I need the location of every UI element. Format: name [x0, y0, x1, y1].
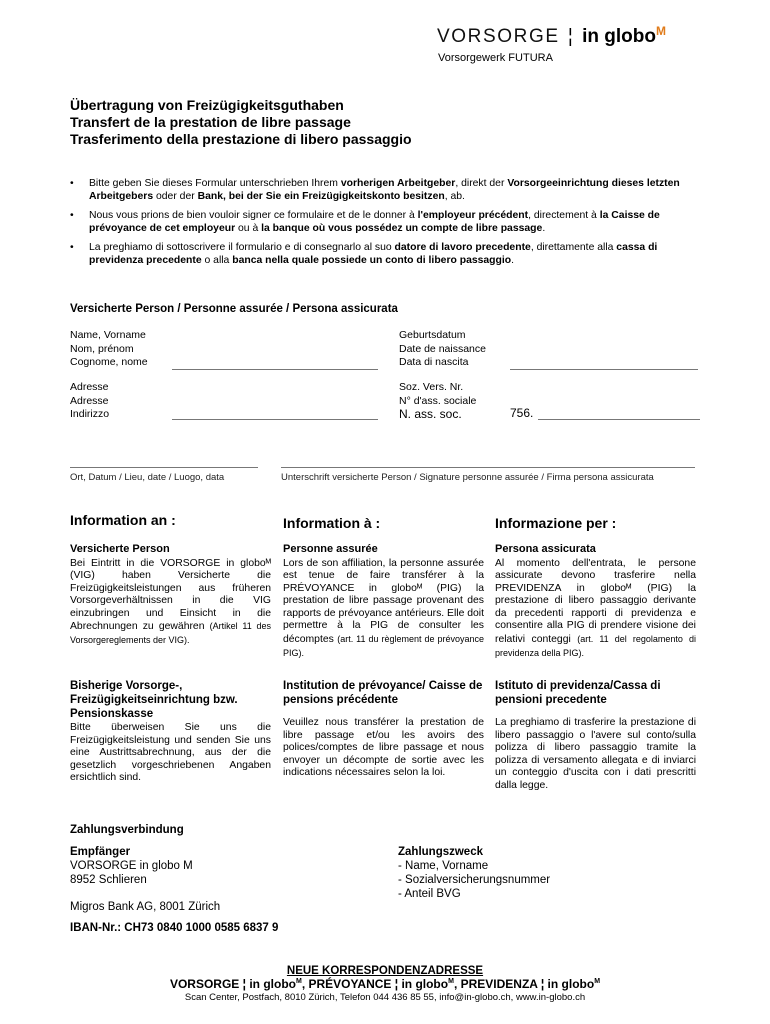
- address-field[interactable]: [172, 418, 378, 420]
- info-institution-de-text: Bitte überweisen Sie uns die Freizügigkeitsleistung und senden Sie uns eine Austrittsabrechnung, aus der die gesetzlich vorgeschriebenen Angaben ersichtlich sind.: [70, 722, 271, 784]
- signature-line[interactable]: [281, 466, 695, 468]
- instruction-segment: Bitte geben Sie dieses Formular unterschrieben Ihrem: [89, 178, 341, 189]
- info-insured-it-text: Al momento dell'entrata, le persone assicurate devono trasferire nella PREVIDENZA in globoᴹ (PIG) la prestazione di libero passaggio derivante da precedenti rapporti di previdenza e consentire alla PIG di prendere visione dei relativi conteggi: [495, 557, 696, 646]
- footer-brand-2: PRÉVOYANCE ¦ in globo: [308, 977, 449, 991]
- instruction-segment: datore di lavoro precedente: [394, 242, 531, 253]
- ssn-labels: [399, 381, 476, 422]
- name-label-it: Cognome, nome: [70, 356, 148, 368]
- instruction-segment: o alla: [201, 255, 233, 266]
- name-label-de: Name, Vorname: [70, 329, 146, 341]
- instruction-segment: , direkt der: [455, 178, 508, 189]
- title-de: Übertragung von Freizügigkeitsguthaben: [70, 97, 344, 113]
- brand-logo: [437, 26, 667, 48]
- birth-labels: [399, 329, 486, 370]
- footer-brand-3-mark: M: [594, 978, 601, 985]
- info-institution-de: [70, 679, 271, 785]
- instruction-segment: la Caisse de prévoyance de cet employeur: [89, 210, 660, 234]
- purpose-line-3: - Anteil BVG: [398, 888, 461, 900]
- info-insured-it-title: Persona assicurata: [495, 543, 596, 555]
- instruction-segment: oder der: [153, 191, 198, 202]
- info-heading-fr: Information à :: [283, 515, 381, 531]
- footer-brand-1-mark: M: [295, 978, 302, 985]
- address-label-de: Adresse: [70, 381, 109, 393]
- instruction-segment: ou à: [235, 223, 262, 234]
- address-labels: [70, 381, 109, 422]
- info-insured-de: [70, 543, 271, 648]
- info-insured-fr-title: Personne assurée: [283, 543, 378, 555]
- instruction-segment: .: [511, 255, 514, 266]
- birth-label-de: Geburtsdatum: [399, 329, 466, 341]
- info-insured-fr: [283, 543, 484, 660]
- instruction-segment: .: [542, 223, 546, 234]
- info-institution-fr: [283, 679, 484, 780]
- ssn-label-fr: N° d'ass. sociale: [399, 394, 477, 407]
- instruction-segment: vorherigen Arbeitgeber: [340, 178, 456, 189]
- iban: IBAN-Nr.: CH73 0840 1000 0585 6837 9: [70, 922, 279, 934]
- name-field[interactable]: [172, 368, 378, 370]
- logo-subtitle: Vorsorgewerk FUTURA: [438, 52, 553, 64]
- ssn-prefix: 756.: [510, 406, 534, 420]
- info-insured-it-note: (art. 11 del regolamento di previdenza della PIG).: [495, 634, 696, 658]
- birth-label-it: Data di nascita: [399, 356, 469, 368]
- info-insured-de-text: Bei Eintritt in die VORSORGE in globoᴹ (VIG) haben Versicherte die Freizügigkeitsleistungen aus früheren Vorsorgeverhältnissen in die VIG einzubringen und Einsicht in die Abrechnungen zu gewähren: [70, 557, 271, 633]
- payment-heading: Zahlungsverbindung: [70, 824, 184, 836]
- info-insured-de-title: Versicherte Person: [70, 543, 170, 555]
- footer-brand-3: PREVIDENZA ¦ in globo: [460, 977, 595, 991]
- instruction-segment: l'employeur précédent: [417, 210, 529, 221]
- footer-heading: NEUE KORRESPONDENZADRESSE: [286, 965, 484, 977]
- instruction-segment: Bank, bei der Sie ein Freizügigkeitskonto besitzen: [197, 191, 445, 202]
- payment-purpose: [398, 845, 550, 901]
- info-institution-fr-text: Veuillez nous transférer la prestation de libre passage et/ou les avoirs des polices/comptes de libre passage et nous envoyer un décompte de sortie avec les indications nécessaires selon la loi.: [283, 717, 484, 779]
- instruction-segment: Vorsorgeeinrichtung dieses letzten Arbeitgebers: [89, 178, 680, 202]
- title-it: Trasferimento della prestazione di libero passaggio: [70, 131, 412, 147]
- recipient-label: Empfänger: [70, 846, 131, 858]
- address-label-fr: Adresse: [70, 394, 109, 407]
- name-labels: [70, 329, 148, 370]
- signature-label: Unterschrift versicherte Person / Signature personne assurée / Firma persona assicurata: [281, 472, 654, 483]
- info-insured-de-note: (Artikel 11 des Vorsorgereglements der VIG).: [70, 621, 272, 646]
- purpose-line-1: - Name, Vorname: [398, 860, 489, 872]
- footer-brand-1: VORSORGE ¦ in globo: [169, 977, 296, 991]
- purpose-line-2: - Sozialversicherungsnummer: [398, 874, 551, 886]
- title-fr: Transfert de la prestation de libre passage: [70, 114, 351, 130]
- info-heading-it: Informazione per :: [495, 515, 617, 531]
- instructions-list: [70, 177, 710, 273]
- place-date-label: Ort, Datum / Lieu, date / Luogo, data: [70, 472, 225, 483]
- info-institution-fr-title: Institution de prévoyance/ Caisse de pensions précédente: [283, 680, 483, 706]
- footer-brands: VORSORGE ¦ in globo$^M$, PRÉVOYANCE ¦ in globo$^M$, PREVIDENZA ¦ in globo$^M$: [169, 977, 601, 991]
- ssn-field[interactable]: [538, 418, 700, 420]
- place-date-line[interactable]: [70, 466, 258, 468]
- logo-name: in globo: [582, 26, 656, 47]
- logo-brand: VORSORGE: [437, 26, 560, 47]
- instruction-segment: cassa di previdenza precedente: [89, 242, 658, 266]
- info-insured-fr-note: (art. 11 du règlement de prévoyance PIG).: [283, 634, 485, 658]
- info-insured-fr-text: Lors de son affiliation, la personne assurée est tenue de faire transférer à la PRÉVOYANCE in globoᴹ (PIG) la prestation de libre passage provenant des rapports de prévoyance antérieurs. Elle doit permettre à la PIG de consulter les décomptes: [283, 557, 484, 646]
- info-institution-it-text: La preghiamo di trasferire la prestazione di libero passaggio o l'avere sul conto/sulla polizza di libero passaggio tramite la polizza di versamento allegata e di inviarci un conteggio d'uscita con i dati prescritti dalla legge.: [495, 717, 696, 791]
- instruction-segment: , directement à: [528, 210, 600, 221]
- info-institution-it: [495, 679, 696, 793]
- logo-mark: M: [655, 24, 667, 38]
- payment-recipient: [70, 845, 193, 887]
- instruction-segment: la banque où vous possédez un compte de libre passage: [261, 223, 543, 234]
- address-label-it: Indirizzo: [70, 408, 110, 420]
- info-institution-de-title: Bisherige Vorsorge-, Freizügigkeitseinrichtung bzw. Pensionskasse: [70, 680, 238, 720]
- info-insured-it: [495, 543, 696, 660]
- instruction-segment: Nous vous prions de bien vouloir signer ce formulaire et de le donner à: [89, 210, 418, 221]
- footer-address: Scan Center, Postfach, 8010 Zürich, Telefon 044 436 85 55, info@in-globo.ch, www.in-globo.ch: [184, 992, 586, 1003]
- name-label-fr: Nom, prénom: [70, 342, 134, 355]
- recipient-city: 8952 Schlieren: [70, 874, 147, 886]
- birth-label-fr: Date de naissance: [399, 342, 486, 355]
- instruction-de: [70, 177, 710, 203]
- instruction-it: [70, 241, 710, 267]
- ssn-label-it: N. ass. soc.: [399, 407, 462, 421]
- instruction-segment: La preghiamo di sottoscrivere il formulario e di consegnarlo al suo: [89, 242, 395, 253]
- info-institution-it-title: Istituto di previdenza/Cassa di pensioni precedente: [495, 680, 661, 706]
- instruction-segment: , ab.: [444, 191, 465, 202]
- insured-heading: Versicherte Person / Personne assurée / Persona assicurata: [70, 303, 398, 315]
- birthdate-field[interactable]: [510, 368, 698, 370]
- logo-separator: ¦: [567, 26, 574, 47]
- instruction-fr: [70, 209, 710, 235]
- ssn-label-de: Soz. Vers. Nr.: [399, 381, 464, 393]
- footer-brand-2-mark: M: [448, 978, 454, 985]
- recipient-name: VORSORGE in globo M: [70, 860, 193, 872]
- info-heading-de: Information an :: [70, 512, 176, 528]
- instruction-segment: banca nella quale possiede un conto di libero passaggio: [232, 255, 512, 266]
- bank-name: Migros Bank AG, 8001 Zürich: [70, 901, 221, 913]
- instruction-segment: , direttamente alla: [530, 242, 617, 253]
- purpose-label: Zahlungszweck: [398, 846, 483, 858]
